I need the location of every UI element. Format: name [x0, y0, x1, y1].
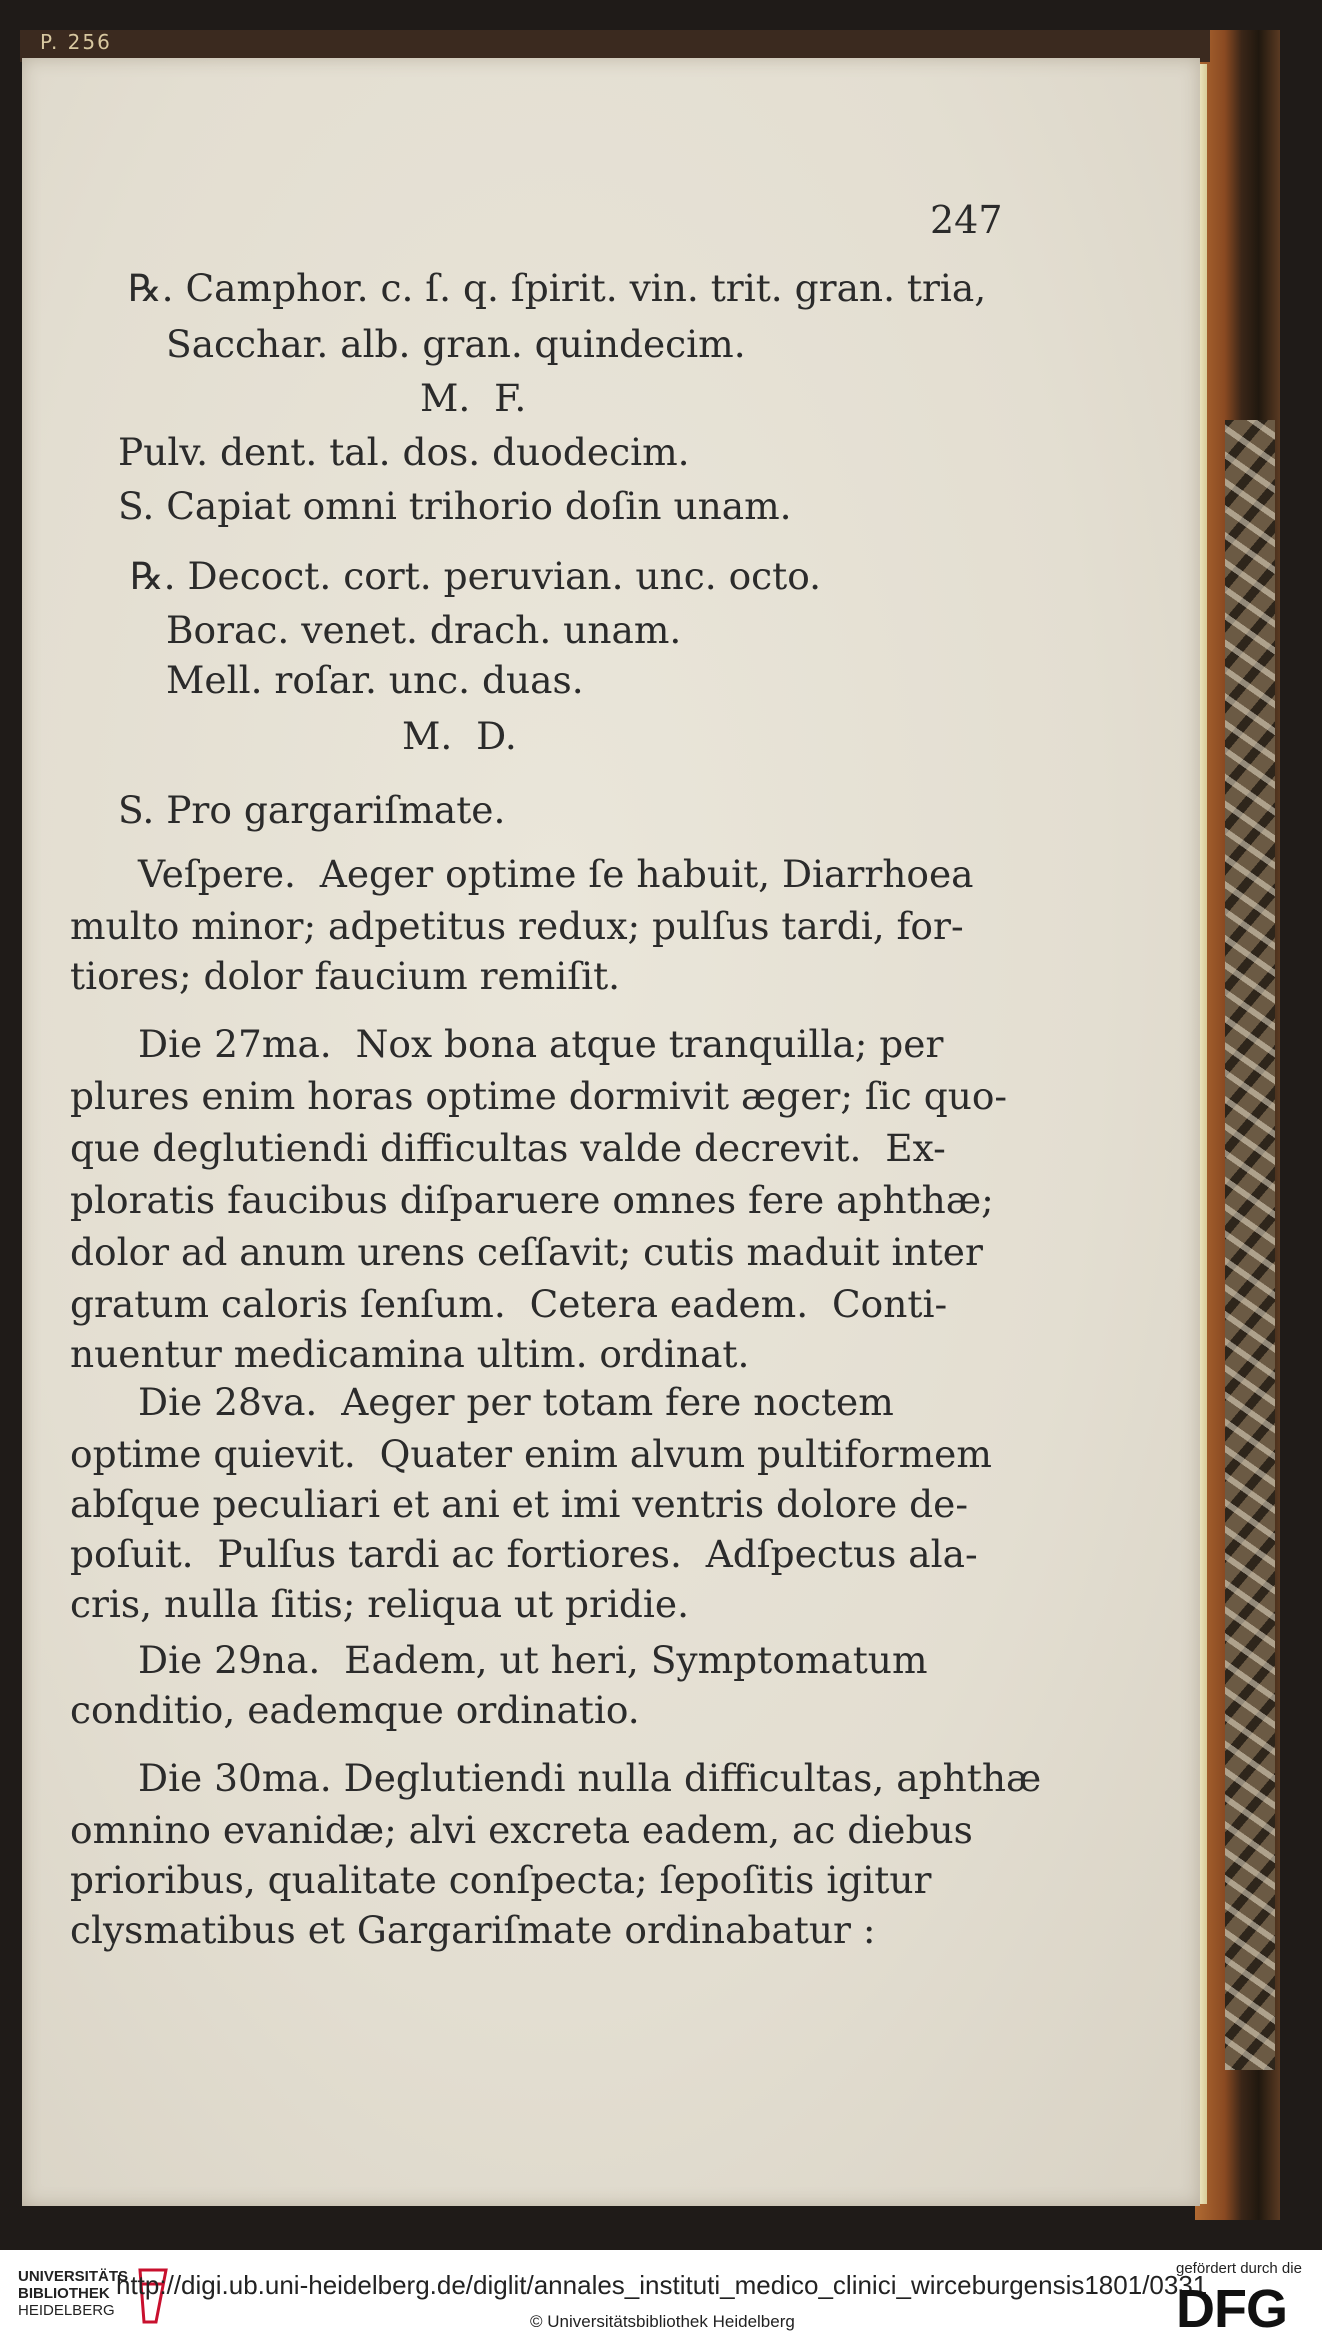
text-line: ℞. Decoct. cort. peruvian. unc. octo.: [130, 554, 822, 598]
text-line: clysmatibus et Gargariſmate ordinabatur :: [70, 1908, 876, 1952]
text-line: M. F.: [420, 376, 527, 420]
page-number: 247: [930, 198, 1003, 242]
copyright-text: © Universitätsbibliothek Heidelberg: [530, 2312, 795, 2331]
text-line: Die 30ma. Deglutiendi nulla difficultas, aphthæ: [138, 1756, 1042, 1800]
text-line: optime quievit. Quater enim alvum pultiformem: [70, 1432, 992, 1476]
text-line: S. Pro gargariſmate.: [118, 788, 506, 832]
text-line: Veſpere. Aeger optime ſe habuit, Diarrhoea: [138, 852, 974, 896]
ub-heidelberg-logo[interactable]: [18, 2268, 128, 2319]
footer-bar: [0, 2250, 1322, 2342]
marbled-endpaper: [1225, 420, 1275, 2070]
text-line: Die 28va. Aeger per totam fere noctem: [138, 1380, 894, 1424]
ub-name-line-1: UNIVERSITÄTS: [18, 2268, 129, 2285]
text-line: M. D.: [402, 714, 517, 758]
text-line: omnino evanidæ; alvi excreta eadem, ac diebus: [70, 1808, 973, 1852]
text-line: ℞. Camphor. c. ſ. q. ſpirit. vin. trit. gran. tria,: [128, 266, 987, 310]
text-line: ploratis faucibus diſparuere omnes fere aphthæ;: [70, 1178, 994, 1222]
text-line: multo minor; adpetitus redux; pulſus tardi, for-: [70, 904, 964, 948]
text-line: cris, nulla ſitis; reliqua ut pridie.: [70, 1582, 690, 1626]
text-line: conditio, eademque ordinatio.: [70, 1688, 640, 1732]
text-line: nuentur medicamina ultim. ordinat.: [70, 1332, 750, 1376]
ub-name-line-3: HEIDELBERG: [18, 2302, 115, 2319]
text-line: poſuit. Pulſus tardi ac fortiores. Adſpectus ala-: [70, 1532, 978, 1576]
text-line: Sacchar. alb. gran. quindecim.: [166, 322, 746, 366]
text-line: Die 27ma. Nox bona atque tranquilla; per: [138, 1022, 944, 1066]
text-line: que deglutiendi difficultas valde decrevit. Ex-: [70, 1126, 946, 1170]
text-line: plures enim horas optime dormivit æger; ſic quo-: [70, 1074, 1008, 1118]
text-line: abſque peculiari et ani et imi ventris dolore de-: [70, 1482, 969, 1526]
handwritten-annotation: P. 256: [40, 30, 112, 54]
text-line: Die 29na. Eadem, ut heri, Symptomatum: [138, 1638, 928, 1682]
text-line: Borac. venet. drach. unam.: [166, 608, 682, 652]
permalink-link[interactable]: http://digi.ub.uni-heidelberg.de/diglit/annales_instituti_medico_clinici_wirceburgensis1801/0331: [116, 2270, 1208, 2300]
ub-name-line-2: BIBLIOTHEK: [18, 2285, 110, 2302]
text-line: Pulv. dent. tal. dos. duodecim.: [118, 430, 690, 474]
text-line: Mell. roſar. unc. duas.: [166, 658, 584, 702]
text-line: prioribus, qualitate conſpecta; ſepoſitis igitur: [70, 1858, 932, 1902]
funded-by-text: gefördert durch die: [1176, 2260, 1302, 2277]
text-line: dolor ad anum urens ceſſavit; cutis maduit inter: [70, 1230, 983, 1274]
text-line: S. Capiat omni trihorio doſin unam.: [118, 484, 792, 528]
text-line: tiores; dolor faucium remiſit.: [70, 954, 621, 998]
dfg-logo[interactable]: DFG: [1176, 2279, 1287, 2339]
text-line: gratum caloris ſenſum. Cetera eadem. Conti-: [70, 1282, 948, 1326]
